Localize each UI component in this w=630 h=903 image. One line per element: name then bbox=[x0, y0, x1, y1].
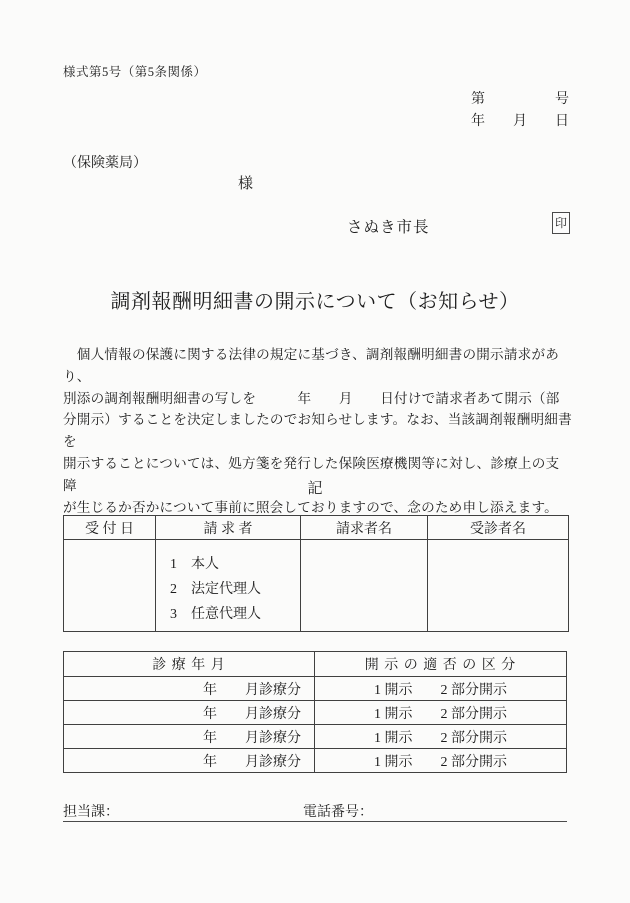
record-marker: 記 bbox=[307, 481, 323, 497]
body-line: 個人情報の保護に関する法律の規定に基づき、調剤報酬明細書の開示請求があり、 bbox=[63, 347, 560, 384]
footer-contact-line bbox=[63, 801, 567, 822]
decision-cell: 1 開示 2 部分開示 bbox=[315, 725, 567, 749]
reception-date-cell bbox=[64, 540, 156, 632]
reception-table bbox=[63, 515, 569, 632]
column-header-reception-date: 受 付 日 bbox=[64, 516, 156, 540]
department-label: 担当課： bbox=[63, 805, 119, 820]
column-header-patient-name: 受診者名 bbox=[428, 516, 569, 540]
seal-mark: 印 bbox=[552, 212, 570, 234]
column-header-requester: 請 求 者 bbox=[156, 516, 301, 540]
column-header-decision-category: 開 示 の 適 否 の 区 分 bbox=[315, 652, 567, 677]
body-line: 別添の調剤報酬明細書の写しを 年 月 日付けで請求者あて開示（部 bbox=[63, 390, 560, 406]
recipient-honorific: 様 bbox=[238, 176, 254, 192]
treatment-month-cell: 年 月診療分 bbox=[64, 749, 315, 773]
decision-cell: 1 開示 2 部分開示 bbox=[315, 677, 567, 701]
requester-option: 1 本人 bbox=[170, 557, 219, 572]
treatment-month-cell: 年 月診療分 bbox=[64, 725, 315, 749]
disclosure-table-header-row bbox=[64, 652, 567, 677]
disclosure-table-row bbox=[64, 701, 567, 725]
disclosure-table-row bbox=[64, 749, 567, 773]
requester-option: 3 任意代理人 bbox=[170, 607, 261, 622]
treatment-month-cell: 年 月診療分 bbox=[64, 701, 315, 725]
decision-cell: 1 開示 2 部分開示 bbox=[315, 749, 567, 773]
document-title: 調剤報酬明細書の開示について（お知らせ） bbox=[110, 291, 520, 313]
requester-option: 2 法定代理人 bbox=[170, 582, 261, 597]
recipient-note: （保険薬局） bbox=[63, 156, 147, 171]
column-header-requester-name: 請求者名 bbox=[301, 516, 428, 540]
disclosure-table-row bbox=[64, 725, 567, 749]
sender-name: さぬき市長 bbox=[347, 219, 430, 236]
form-number-label: 様式第5号（第5条関係） bbox=[63, 65, 207, 79]
requester-options-list bbox=[157, 541, 299, 627]
body-line: 開示することについては、処方箋を発行した保険医療機関等に対し、診療上の支障 bbox=[63, 455, 560, 493]
issue-date-line: 年 月 日 bbox=[471, 114, 569, 129]
treatment-month-cell: 年 月診療分 bbox=[64, 677, 315, 701]
reception-table-header-row bbox=[64, 516, 569, 540]
document-number-line: 第 号 bbox=[471, 92, 569, 107]
reception-table-body-row bbox=[64, 540, 569, 632]
disclosure-table-row bbox=[64, 677, 567, 701]
disclosure-table bbox=[63, 651, 567, 773]
phone-number-label: 電話番号： bbox=[303, 805, 373, 820]
requester-options-cell bbox=[156, 540, 301, 632]
body-line: 分開示）することを決定しましたのでお知らせします。なお、当該調剤報酬明細書を bbox=[63, 412, 572, 450]
requester-name-cell bbox=[301, 540, 428, 632]
decision-cell: 1 開示 2 部分開示 bbox=[315, 701, 567, 725]
body-line: が生じるか否かについて事前に照会しておりますので、念のため申し添えます。 bbox=[63, 499, 558, 515]
patient-name-cell bbox=[428, 540, 569, 632]
column-header-treatment-month: 診 療 年 月 bbox=[64, 652, 315, 677]
